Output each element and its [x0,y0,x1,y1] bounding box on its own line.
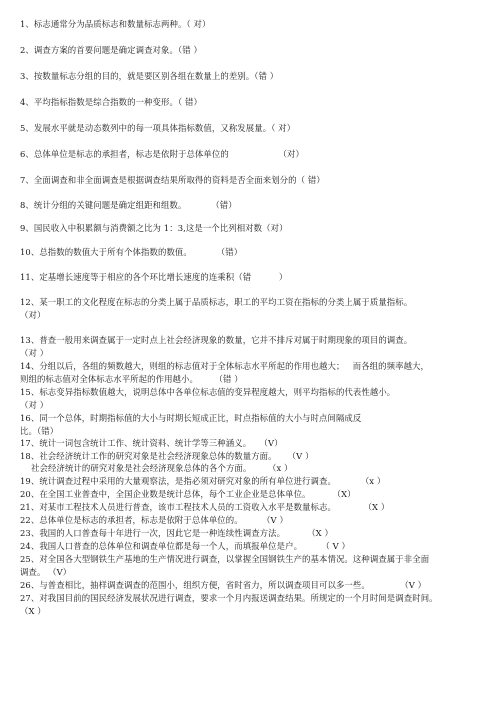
statement-22: 22、总体单位是标志的承担者，标志是依附于总体单位的。 （V ） [20,515,288,525]
statement-3: 3、按数量标志分组的目的，就是要区别各组在数量上的差别。（错 ） [20,71,279,81]
statement-26: 26、与普查相比，抽样调查调查的范围小，组织方便，省时省力，所以调查项目可以多一些。 （V ） [20,580,427,590]
statement-13-answer: （对 ） [20,348,49,358]
statement-15-answer: （对 ） [20,400,49,410]
statement-1: 1、标志通常分为品质标志和数量标志两种。（ 对） [20,19,211,29]
statement-10: 10、总指数的数值大于所有个体指数的数值。 （错） [20,247,243,257]
statement-27: 27、对我国目前的国民经济发展状况进行调查，要求一个月内报送调查结果。所规定的一个月时间是调查时间。 [20,593,438,603]
statement-21: 21、对某市工程技术人员进行普查，该市工程技术人员的工资收入水平是数量标志。 （X ） [20,502,390,512]
statement-13: 13、普查一般用来调查属于一定时点上社会经济现象的数量，它并不排斥对属于时期现象的项目的调查。 [20,335,413,345]
statement-15: 15、标志变异指标数值越大，说明总体中各单位标志值的变异程度越大，则平均指标的代表性越小。 [20,387,396,397]
statement-19: 19、统计调查过程中采用的大量观察法，是指必须对研究对象的所有单位进行调查。 （x ） [20,476,386,486]
statement-17: 17、统计一词包含统计工作、统计资料、统计学等三种涵义。 （V） [20,438,283,448]
statement-6: 6、总体单位是标志的承担者，标志是依附于总体单位的 （对） [20,149,304,159]
statement-14: 14、分组以后，各组的频数越大，则组的标志值对于全体标志水平所起的作用也越大； 而各组的频率越大， [20,361,429,371]
statement-12-answer: （对） [20,310,46,320]
statement-7: 7、全面调查和非全面调查是根据调查结果所取得的资料是否全面来划分的（ 错） [20,175,325,185]
statement-8: 8、统计分组的关键问题是确定组距和组数。 （错） [20,200,237,210]
statement-11: 11、定基增长速度等于相应的各个环比增长速度的连乘积（错 ） [20,272,288,282]
statement-24: 24、我国人口普查的总体单位和调查单位都是每一个人，而填报单位是户。 （ V ） [20,541,351,551]
statement-25: 25、对全国各大型钢铁生产基地的生产情况进行调查，以掌握全国钢铁生产的基本情况。这种调查属于非全面 [20,554,430,564]
statement-5: 5、发展水平就是动态数列中的每一项具体指标数值，又称发展量。（ 对） [20,123,296,133]
statement-20: 20、在全国工业普查中，全国企业数是统计总体，每个工业企业是总体单位。 （X） [20,489,356,499]
statement-16: 16、同一个总体，时期指标值的大小与时期长短成正比，时点指标值的大小与时点间隔成反 [20,413,362,423]
statement-9: 9、国民收入中积累额与消费额之比为 1：3,这是一个比列相对数（对） [20,223,288,233]
statement-25-cont: 调查。 （V） [20,567,72,577]
statement-18: 18、社会经济统计工作的研究对象是社会经济现象总体的数量方面。 （V ） [20,451,314,461]
statement-14-cont: 则组的标志值对全体标志水平所起的作用越小。 （错 ） [20,374,243,384]
statement-27-answer: （X ） [20,606,46,616]
statement-23: 23、我国的人口普查每十年进行一次，因此它是一种连续性调查方法。 （X ） [20,528,333,538]
statement-12: 12、某一职工的文化程度在标志的分类上属于品质标志，职工的平均工资在指标的分类上属于质量指标。 [20,297,413,307]
statement-4: 4、平均指标指数是综合指数的一种变形。（ 错） [20,97,202,107]
statement-16-cont: 比。（错） [20,426,59,436]
statement-18-sub: 社会经济统计的研究对象是社会经济现象总体的各个方面。 （x ） [20,463,293,473]
statement-2: 2、调查方案的首要问题是确定调查对象。（错 ） [20,45,202,55]
